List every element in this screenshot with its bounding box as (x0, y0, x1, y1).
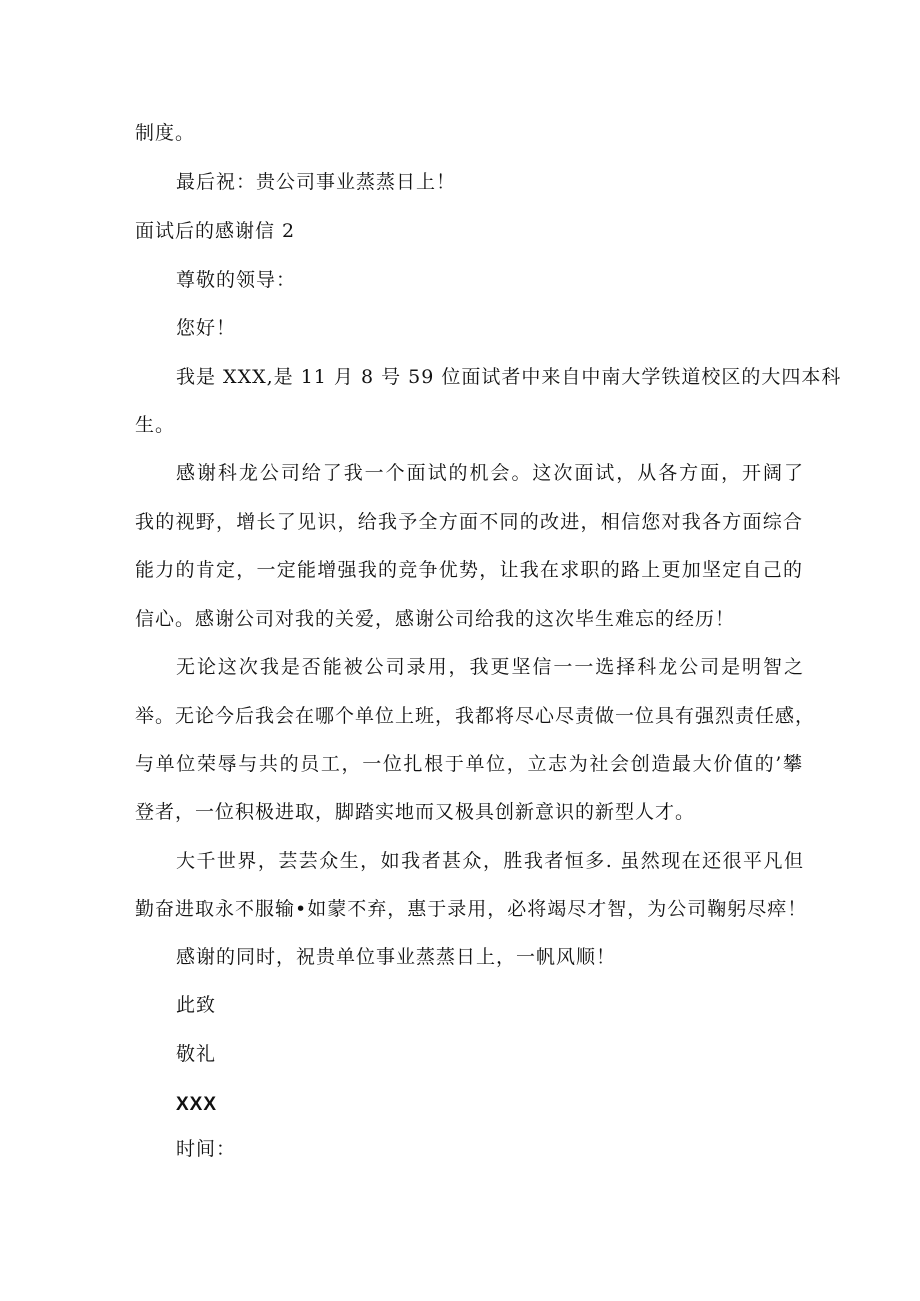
paragraph-line: 生。 (135, 414, 176, 436)
paragraph-line: 与单位荣辱与共的员工，一位扎根于单位，立志为社会创造最大价值的’攀 (135, 753, 803, 775)
sign-off-2: 敬礼 (176, 1043, 217, 1065)
paragraph-line: 我的视野，增长了见识，给我予全方面不同的改进，相信您对我各方面综合 (135, 511, 803, 533)
signature: XXX (176, 1094, 218, 1115)
sign-off-1: 此致 (176, 994, 217, 1016)
paragraph-line: 感谢科龙公司给了我一个面试的机会。这次面试，从各方面，开阔了 (176, 462, 804, 484)
paragraph-line: 我是 XXX,是 11 月 8 号 59 位面试者中来自中南大学铁道校区的大四本科 (176, 366, 842, 388)
closing-wish: 最后祝：贵公司事业蒸蒸日上！ (176, 171, 457, 193)
paragraph-line: 能力的肯定，一定能增强我的竞争优势，让我在求职的路上更加坚定自己的 (135, 559, 803, 581)
opening-fragment: 制度。 (135, 122, 196, 144)
greeting: 您好！ (176, 317, 237, 339)
paragraph-line: 信心。感谢公司对我的关爱，感谢公司给我的这次毕生难忘的经历！ (135, 608, 736, 630)
paragraph-line: 勤奋进取永不服输•如蒙不弃，惠于录用，必将竭尽才智，为公司鞠躬尽瘁！ (135, 898, 808, 920)
paragraph-line: 无论这次我是否能被公司录用，我更坚信一一选择科龙公司是明智之 (176, 656, 804, 678)
date-label: 时间： (176, 1138, 237, 1160)
paragraph-line: 大千世界，芸芸众生，如我者甚众，胜我者恒多. 虽然现在还很平凡但 (176, 850, 804, 872)
closing-line: 感谢的同时，祝贵单位事业蒸蒸日上，一帆风顺！ (176, 946, 617, 968)
salutation: 尊敬的领导： (176, 269, 297, 291)
letter-title: 面试后的感谢信 2 (135, 220, 296, 242)
paragraph-line: 举。无论今后我会在哪个单位上班，我都将尽心尽责做一位具有强烈责任感， (135, 705, 816, 727)
paragraph-line: 登者，一位积极进取，脚踏实地而又极具创新意识的新型人才。 (135, 801, 696, 823)
